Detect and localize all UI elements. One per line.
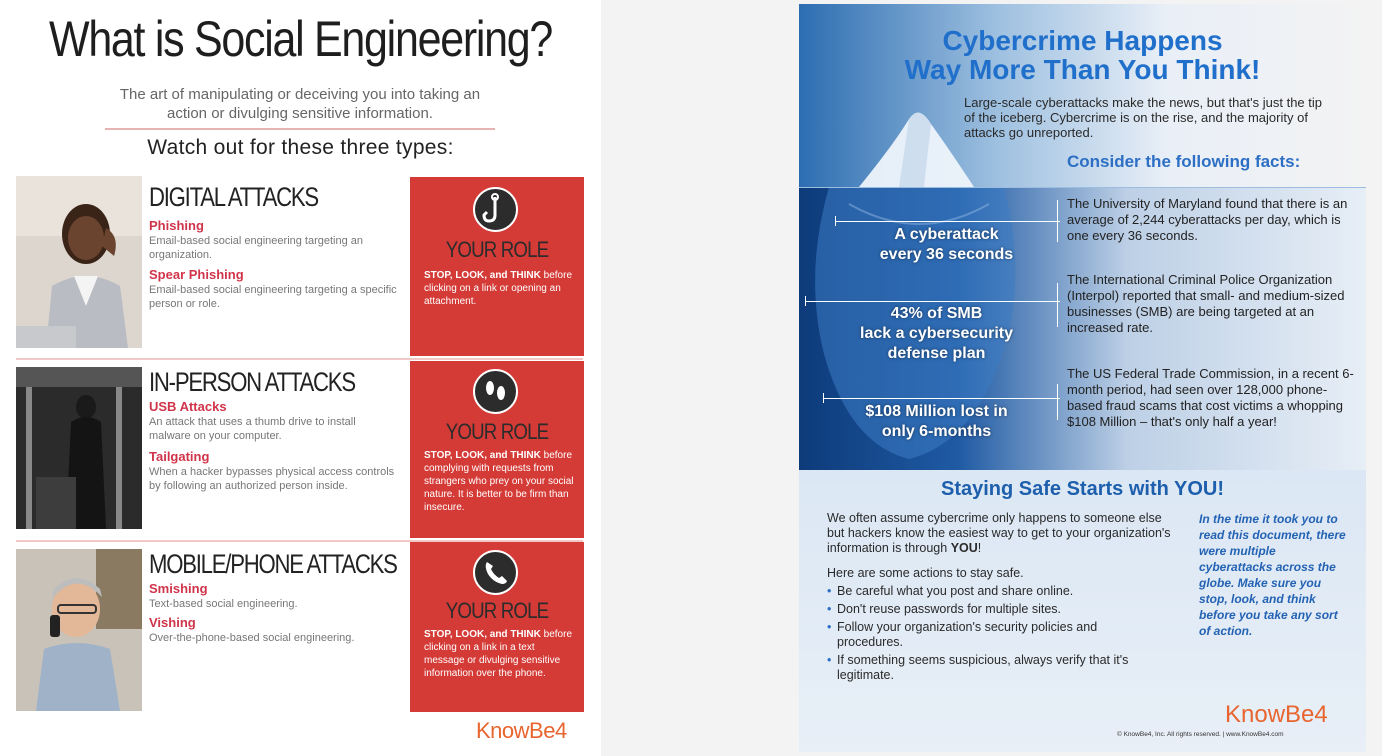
stat-line: lack a cybersecurity bbox=[860, 325, 1013, 342]
your-role-title: YOUR ROLE bbox=[445, 419, 549, 444]
body-text: We often assume cybercrime only happens to someone else but hackers know the easiest way to get to your organization's information is through bbox=[827, 511, 1171, 555]
attack-type-desc: An attack that uses a thumb drive to install malware on your computer. bbox=[149, 416, 356, 442]
attack-type-desc: Over-the-phone-based social engineering. bbox=[149, 632, 355, 644]
your-role-box bbox=[410, 542, 584, 712]
copyright-footer: © KnowBe4, Inc. All rights reserved. | www.KnowBe4.com bbox=[1117, 731, 1284, 738]
callout-text: In the time it took you to read this document, there were multiple cyberattacks across the globe. Make sure you stop, look, and think before you take any sort of action. bbox=[1199, 512, 1346, 638]
cybercrime-poster bbox=[799, 4, 1366, 752]
list-item: • Follow your organization's security policies and procedures. bbox=[827, 620, 1137, 650]
attack-type-name: Spear Phishing bbox=[149, 267, 244, 282]
poster-title: What is Social Engineering? bbox=[49, 11, 552, 67]
title-line-1: Cybercrime Happens bbox=[942, 25, 1223, 56]
fact-text: The University of Maryland found that there is an average of 2,244 cyberattacks per day, which is one every 36 seconds. bbox=[1067, 196, 1348, 243]
list-item: • If something seems suspicious, always verify that it's legitimate. bbox=[827, 653, 1137, 683]
role-instruction: before clicking on a link or opening an attachment. bbox=[424, 270, 573, 307]
attack-type-name: Vishing bbox=[149, 615, 196, 630]
list-item: • Don't reuse passwords for multiple sites. bbox=[827, 602, 1137, 617]
stat-smb-defense bbox=[839, 304, 1034, 364]
footprints-icon bbox=[473, 369, 518, 414]
intro-text: Large-scale cyberattacks make the news, but that's just the tip of the iceberg. Cybercrime is on the rise, and the majority of attacks go unreported. bbox=[964, 95, 1322, 140]
stat-line: $108 Million lost in bbox=[865, 403, 1008, 420]
section-heading: IN-PERSON ATTACKS bbox=[149, 367, 355, 397]
actions-intro: Here are some actions to stay safe. bbox=[827, 566, 1024, 580]
poster-title bbox=[799, 26, 1366, 84]
stat-cyberattack-frequency bbox=[859, 225, 1034, 265]
role-emphasis: STOP, LOOK, and THINK bbox=[424, 270, 541, 281]
connector-tick bbox=[805, 296, 806, 306]
body-paragraph bbox=[827, 511, 1179, 556]
poster-subtitle: The art of manipulating or deceiving you into taking an action or divulging sensitive information. bbox=[119, 86, 481, 122]
title-divider bbox=[105, 128, 495, 130]
role-emphasis: STOP, LOOK, and THINK bbox=[424, 629, 541, 640]
connector-line bbox=[823, 398, 1060, 399]
stressed-woman-photo bbox=[16, 176, 142, 348]
connector-tick bbox=[823, 393, 824, 403]
phone-icon bbox=[473, 550, 518, 595]
stat-line: defense plan bbox=[887, 345, 986, 362]
attack-type-name: USB Attacks bbox=[149, 399, 227, 414]
your-role-title: YOUR ROLE bbox=[445, 598, 549, 623]
stat-line: only 6-months bbox=[881, 423, 992, 440]
consider-heading: Consider the following facts: bbox=[1067, 152, 1301, 171]
role-emphasis: STOP, LOOK, and THINK bbox=[424, 450, 541, 461]
safety-actions-list bbox=[827, 584, 1137, 686]
fishing-hook-icon bbox=[473, 187, 518, 232]
waterline bbox=[799, 187, 1366, 188]
body-text-end: ! bbox=[977, 541, 982, 555]
stat-money-lost bbox=[839, 402, 1034, 442]
section-divider bbox=[16, 358, 583, 360]
your-role-box bbox=[410, 177, 584, 356]
connector-tick bbox=[835, 216, 836, 226]
your-role-text bbox=[424, 269, 574, 308]
connector-bracket bbox=[1057, 200, 1058, 242]
attack-type-name: Tailgating bbox=[149, 449, 210, 464]
man-on-phone-photo bbox=[16, 549, 142, 711]
connector-bracket bbox=[1057, 384, 1058, 420]
your-role-text bbox=[424, 628, 574, 680]
attack-type-name: Smishing bbox=[149, 581, 208, 596]
stat-line: 43% of SMB bbox=[890, 305, 983, 322]
attack-type-desc: When a hacker bypasses physical access controls by following an authorized person inside. bbox=[149, 466, 395, 492]
social-engineering-poster bbox=[0, 0, 601, 756]
your-role-text bbox=[424, 449, 574, 514]
fact-text: The International Criminal Police Organization (Interpol) reported that small- and medium-sized businesses (SMB) are being targeted at an increased rate. bbox=[1067, 272, 1345, 335]
staying-safe-heading: Staying Safe Starts with YOU! bbox=[940, 478, 1225, 500]
section-heading: MOBILE/PHONE ATTACKS bbox=[149, 549, 397, 579]
stat-line: A cyberattack bbox=[894, 226, 999, 243]
role-instruction: before complying with requests from strangers who prey on your social nature. It is better to be firm than insecure. bbox=[424, 450, 574, 513]
list-item: • Be careful what you post and share online. bbox=[827, 584, 1137, 599]
your-role-box bbox=[410, 361, 584, 538]
body-emphasis: YOU bbox=[950, 541, 978, 555]
fact-text: The US Federal Trade Commission, in a recent 6-month period, had seen over 128,000 phone-based fraud scams that cost victims a whopping $108 Million – that's only half a year! bbox=[1067, 366, 1354, 429]
attack-type-desc: Email-based social engineering targeting a specific person or role. bbox=[149, 284, 397, 310]
connector-line bbox=[835, 221, 1060, 222]
stat-line: every 36 seconds bbox=[879, 246, 1014, 263]
connector-bracket bbox=[1057, 283, 1058, 327]
watch-out-heading: Watch out for these three types: bbox=[147, 136, 454, 159]
your-role-title: YOUR ROLE bbox=[445, 237, 549, 262]
section-heading: DIGITAL ATTACKS bbox=[149, 182, 318, 212]
connector-line bbox=[805, 301, 1060, 302]
tailgating-photo bbox=[16, 367, 142, 529]
knowbe4-logo: KnowBe4 bbox=[476, 718, 567, 743]
attack-type-desc: Email-based social engineering targeting an organization. bbox=[149, 235, 364, 261]
attack-type-name: Phishing bbox=[149, 218, 204, 233]
knowbe4-logo: KnowBe4 bbox=[1225, 701, 1328, 728]
title-line-2: Way More Than You Think! bbox=[904, 54, 1261, 85]
role-instruction: before clicking on a link in a text message or divulging sensitive information over the phone. bbox=[424, 629, 573, 679]
attack-type-desc: Text-based social engineering. bbox=[149, 598, 298, 610]
